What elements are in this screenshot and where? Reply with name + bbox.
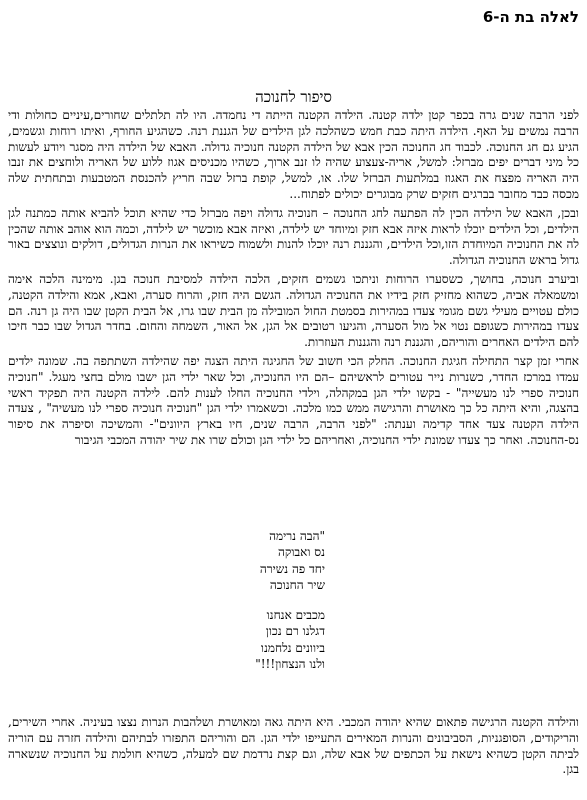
song-lyrics [255, 528, 325, 672]
song-line: נס ואבוקה [278, 545, 325, 560]
song-line: יחד פה נשירה [259, 561, 325, 576]
song-line: ביוונים נלחמנו [260, 640, 325, 655]
song-line: דגלנו רם נכון [265, 624, 325, 639]
story-closing [8, 715, 579, 781]
stanza-gap [255, 593, 325, 607]
paragraph-3: וביערב חנוכה, בחושך, כשסערו הרוחות וניתכו גשמים חזקים, הלכה הילדה למסיבת חנוכה בגן. מימינה הלכה אימה ומשמאלה אביה, כשהוא מחזיק חזק בידיו את החנוכיה הגדולה. הגשם היה חזק, והרוח סערה, ואבא, אמא והילדה הקטנה, כולם עטויים מעילי גשם מגומי צעדו במהירות בסמטת החול המובילה מן הבית שבו גרו, אל הבית הקטן שבו היה גן רנה. הם צעדו במהירות כשגופם נטוי אל מול הסערה, והגיעו רטובים אל הגן, אל האור, השמחה והחום. בחדר הגדול שבו כבר חיכו להם הילדים האחרים והוריהם, והגננת רנה והגננות העוזרות. [8, 271, 579, 350]
song-line: שיר החנוכה [269, 577, 325, 592]
paragraph-1: לפני הרבה שנים גרה בכפר קטן ילדה קטנה. הילדה הקטנה הייתה די נחמדה. היו לה תלתלים שחורים,עיניים כחולות ודי הרבה נמשים על האף. הילדה היתה כבת חמש כשהלכה לגן הילדים של הגננת רנה. כשהגיע החורף, ואיתו רוחות וגשמים, הגיע גם חג החנוכה. לכבוד חג החנוכה הכין אבא של הילדה הקטנה חנוכיה גדולה. האבא של הילדה היה מסגר ויודע לעשות כל מיני דברים יפים מברזל: למשל, אריה-צעצוע שהיה לו זנב ארוך, כשהיו מכניסים אגוז ללוע של האריה ולוחצים את זנבו היה האריה מפצח את האגוז במלתעות הברזל שלו. או, למשל, קופת ברזל שבה חריץ להכנסת המטבעות ובתחתית שלה מכסה כבד מחובר בברגים חזקים שרק מבוגרים יכולים לפתוח... [8, 108, 580, 201]
recipient-heading: לאלה בת ה-6 [482, 8, 579, 26]
song-line: ולנו הנצחון!!!" [255, 657, 325, 672]
song-line: מכבים אנחנו [266, 608, 325, 623]
closing-paragraph: והילדה הקטנה הרגישה פתאום שהיא יהודה המכבי. היא היתה גאה ומאושרת ושלהבות הנרות נצצו בעיניה. אחרי השירים, והריקודים, הסופגניות, הסביבונים והנרות המאירים התעייפו ילדי הגן. הם והוריהם התפזרו לבתיהם והילדה חזרה עם הוריה לביתה הקטן כשהיא נישאת על הכתפים של אבא שלה, וגם קצת נרדמת שם למעלה, כשהיא חולמת על החנוכיה שנשארה בגן. [8, 715, 579, 777]
story-body [8, 108, 579, 452]
paragraph-2: ובכן, האבא של הילדה הכין לה הפתעה לחג החנוכה – חנוכיה גדולה ויפה מברזל כדי שהיא תוכל להביא אותה כמתנה לגן הילדים, וכל הילדים יוכלו לראות איזה אבא חזק ומיוחד יש לילדה, ואיזה אבא מוכשר יש לילדה, וכמה הוא אוהב אותה שהכין לה את החנוכיה המיוחדת הזו,וכל הילדים, והגננת רנה יוכלו להנות ולשמוח כשיראו את הנרות הגדולים, דולקים ונוצצים באור גדול בראש החנוכיה הגדולה. [8, 205, 579, 268]
song-line: "הבה נרימה [269, 529, 325, 543]
story-title: סיפור לחנוכה [255, 88, 332, 106]
paragraph-4: אחרי זמן קצר התחילה חגיגת החנוכה. החלק הכי חשוב של החגיגה היתה הצגה יפה שהילדה השתתפה בה. שמונה ילדים עמדו במרכז החדר, כשנרות נייר עטורים לראשיהם –הם היו החנוכיה, וכל שאר ילדי הגן ישבו מולם בחצי מעגל. "חנוכיה חנוכיה ספרי לנו מעשייה" - בקשו ילדי הגן במקהלה, וילדי החנוכיה החלו לענות להם. לילדה הקטנה היה תפקיד ראשי בהצגה, והיא היתה כל כך מאושרת והרגישה ממש כמו מלכה. וכשאמרו ילדי הגן "חנוכיה חנוכיה ספרי לנו מעשיה" , צעדה הילדה הקטנה צעד אחד קדימה וענתה: "לפני הרבה, הרבה שנים, חיו בארץ היוונים"- והמשיכה וסיפרה את סיפור נס-החנוכה. ואחר כך צעדו שמונת ילדי החנוכיה, ואחריהם כל ילדי הגן וכולם שרו את שיר יהודה המכבי הגיבור [8, 353, 579, 447]
